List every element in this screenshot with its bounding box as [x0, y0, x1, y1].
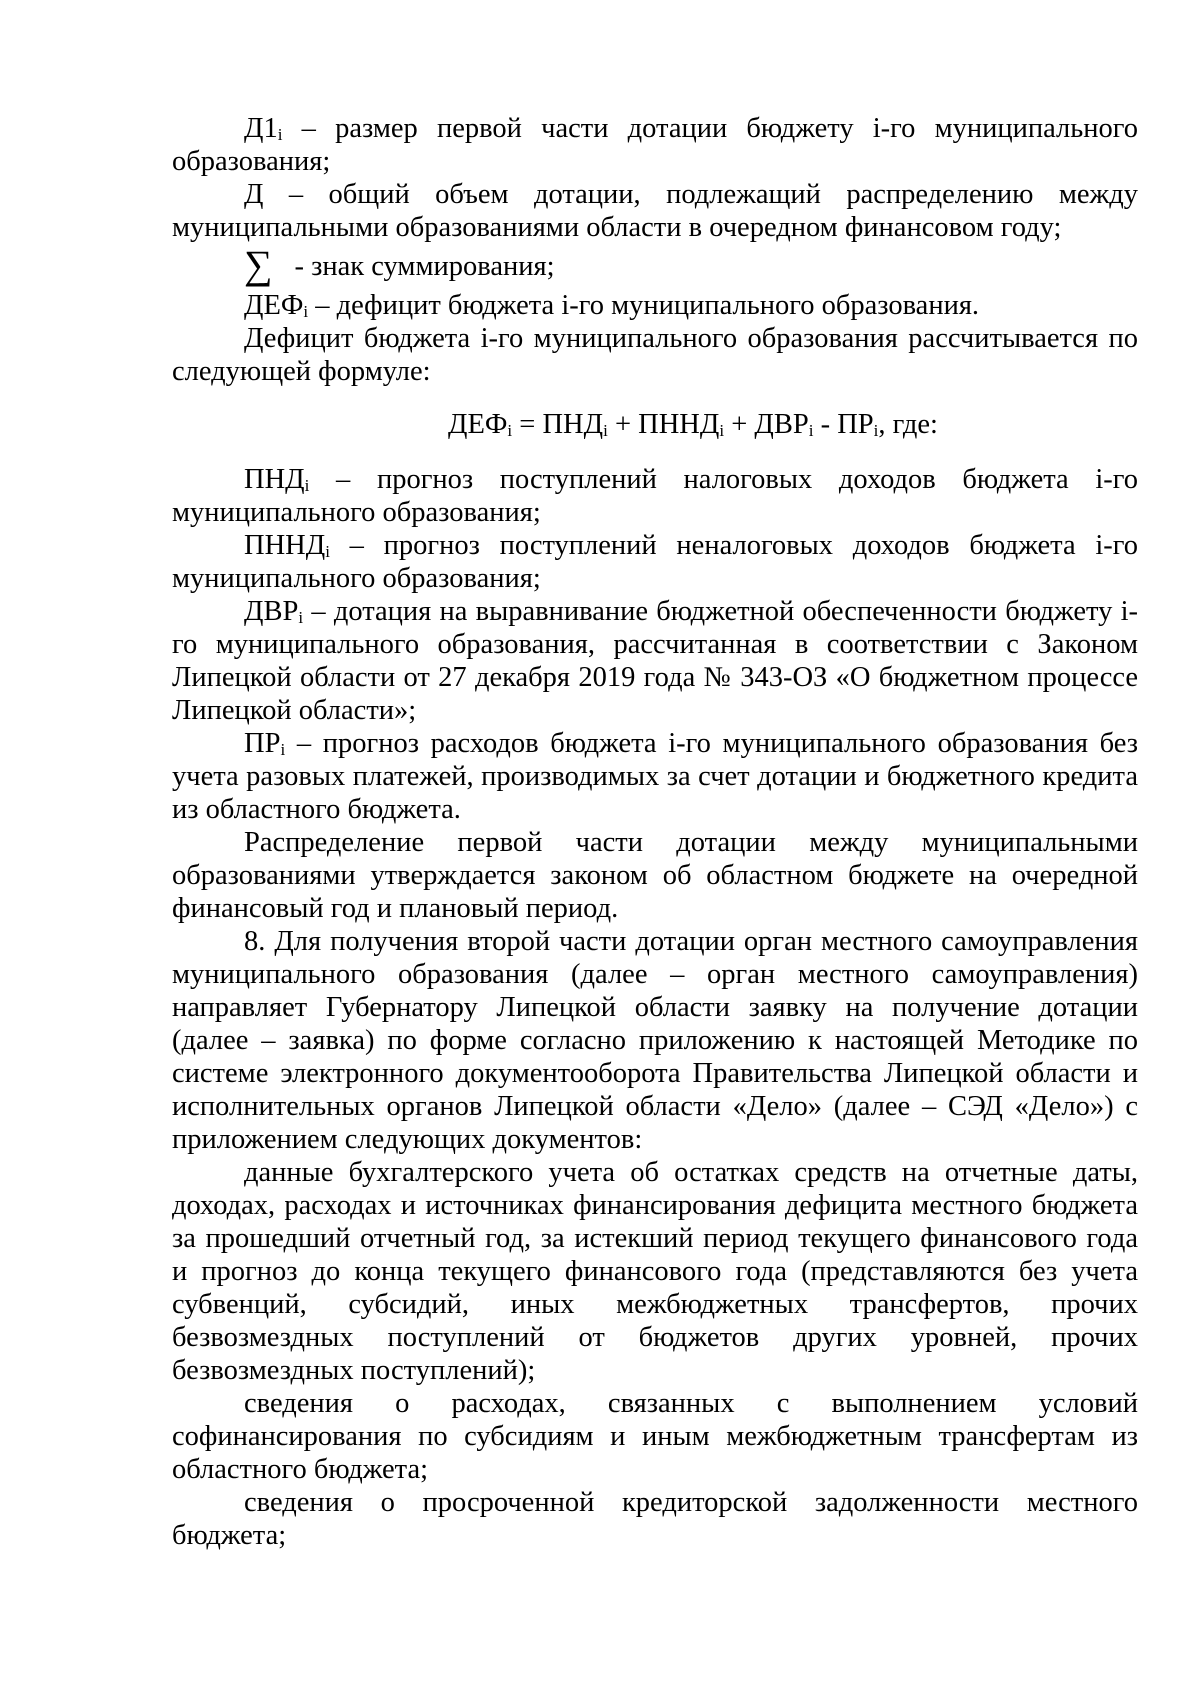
paragraph-def-text: – дефицит бюджета i-го муниципального образования.: [308, 290, 980, 321]
symbol-pr: ПР: [244, 728, 281, 759]
paragraph-def: [172, 289, 1138, 322]
summation-icon: ∑: [244, 242, 273, 287]
paragraph-cofinancing: сведения о расходах, связанных с выполнением условий софинансирования по субсидиям и иным межбюджетным трансфертам из областного бюджета;: [172, 1388, 1138, 1485]
formula-term-pnd: = ПНД: [512, 409, 604, 440]
subscript-i: i: [325, 542, 330, 561]
symbol-def: ДЕФ: [244, 290, 304, 321]
paragraph-pnnd: [172, 529, 1138, 595]
subscript-i: i: [277, 125, 283, 144]
subscript-i: i: [873, 421, 879, 440]
paragraph-distribution: Распределение первой части дотации между муниципальными образованиями утверждается законом об областном бюджете на очередной финансовый год и плановый период.: [172, 827, 1138, 924]
symbol-pnnd: ПННД: [244, 530, 326, 561]
paragraph-accounting-data: данные бухгалтерского учета об остатках средств на отчетные даты, доходах, расходах и источниках финансирования дефицита местного бюджета за прошедший отчетный год, за истекший период текущего финансового года и прогноз до конца текущего финансового года (представляются без учета субвенций, субсидий, иных межбюджетных трансфертов, прочих безвозмездных поступлений от бюджетов других уровней, прочих безвозмездных поступлений);: [172, 1157, 1138, 1386]
deficit-formula: [172, 408, 1138, 441]
subscript-i: i: [304, 476, 310, 495]
subscript-i: i: [719, 421, 725, 440]
subscript-i: i: [298, 608, 304, 627]
symbol-dvr: ДВР: [244, 596, 299, 627]
formula-tail: , где:: [878, 409, 938, 440]
symbol-pnd: ПНД: [244, 464, 305, 495]
paragraph-pr: [172, 727, 1138, 826]
paragraph-d1: [172, 112, 1138, 178]
formula-term-pnnd: + ПННД: [607, 409, 720, 440]
paragraph-overdue-debt: сведения о просроченной кредиторской задолженности местного бюджета;: [172, 1487, 1138, 1551]
symbol-d1: Д1: [244, 113, 278, 144]
paragraph-8: 8. Для получения второй части дотации орган местного самоуправления муниципального образования (далее – орган местного самоуправления) направляет Губернатору Липецкой области заявку на получение дотации (далее – заявка) по форме согласно приложению к настоящей Методике по системе электронного документооборота Правительства Липецкой области и исполнительных органов Липецкой области «Дело» (далее – СЭД «Дело») с приложением следующих документов:: [172, 926, 1138, 1155]
document-page: [172, 112, 1138, 1552]
paragraph-pr-text: – прогноз расходов бюджета i-го муниципального образования без учета разовых платежей, производимых за счет дотации и бюджетного кредита из областного бюджета.: [172, 728, 1138, 825]
paragraph-dvr: [172, 595, 1138, 727]
paragraph-d1-text: – размер первой части дотации бюджету i-го муниципального образования;: [172, 113, 1138, 177]
paragraph-pnnd-text: – прогноз поступлений неналоговых доходов бюджета i-го муниципального образования;: [172, 530, 1138, 594]
subscript-i: i: [280, 740, 286, 759]
formula-term-dvr: + ДВР: [724, 409, 809, 440]
paragraph-def-formula-intro: Дефицит бюджета i-го муниципального образования рассчитывается по следующей формуле:: [172, 323, 1138, 387]
subscript-i: i: [303, 302, 309, 321]
subscript-i: i: [808, 421, 814, 440]
paragraph-dvr-text: – дотация на выравнивание бюджетной обеспеченности бюджету i-го муниципального образования, рассчитанная в соответствии с Законом Липецкой области от 27 декабря 2019 года № 343-ОЗ «О бюджетном процессе Липецкой области»;: [172, 596, 1138, 726]
paragraph-d: Д – общий объем дотации, подлежащий распределению между муниципальными образованиями области в очередном финансовом году;: [172, 179, 1138, 243]
paragraph-sum-text: - знак суммирования;: [294, 251, 555, 282]
formula-term-def: ДЕФ: [448, 409, 508, 440]
formula-term-pr: - ПР: [813, 409, 874, 440]
paragraph-sum: [172, 242, 1138, 287]
paragraph-pnd: [172, 463, 1138, 529]
subscript-i: i: [603, 421, 608, 440]
subscript-i: i: [507, 421, 513, 440]
paragraph-pnd-text: – прогноз поступлений налоговых доходов бюджета i-го муниципального образования;: [172, 464, 1138, 528]
